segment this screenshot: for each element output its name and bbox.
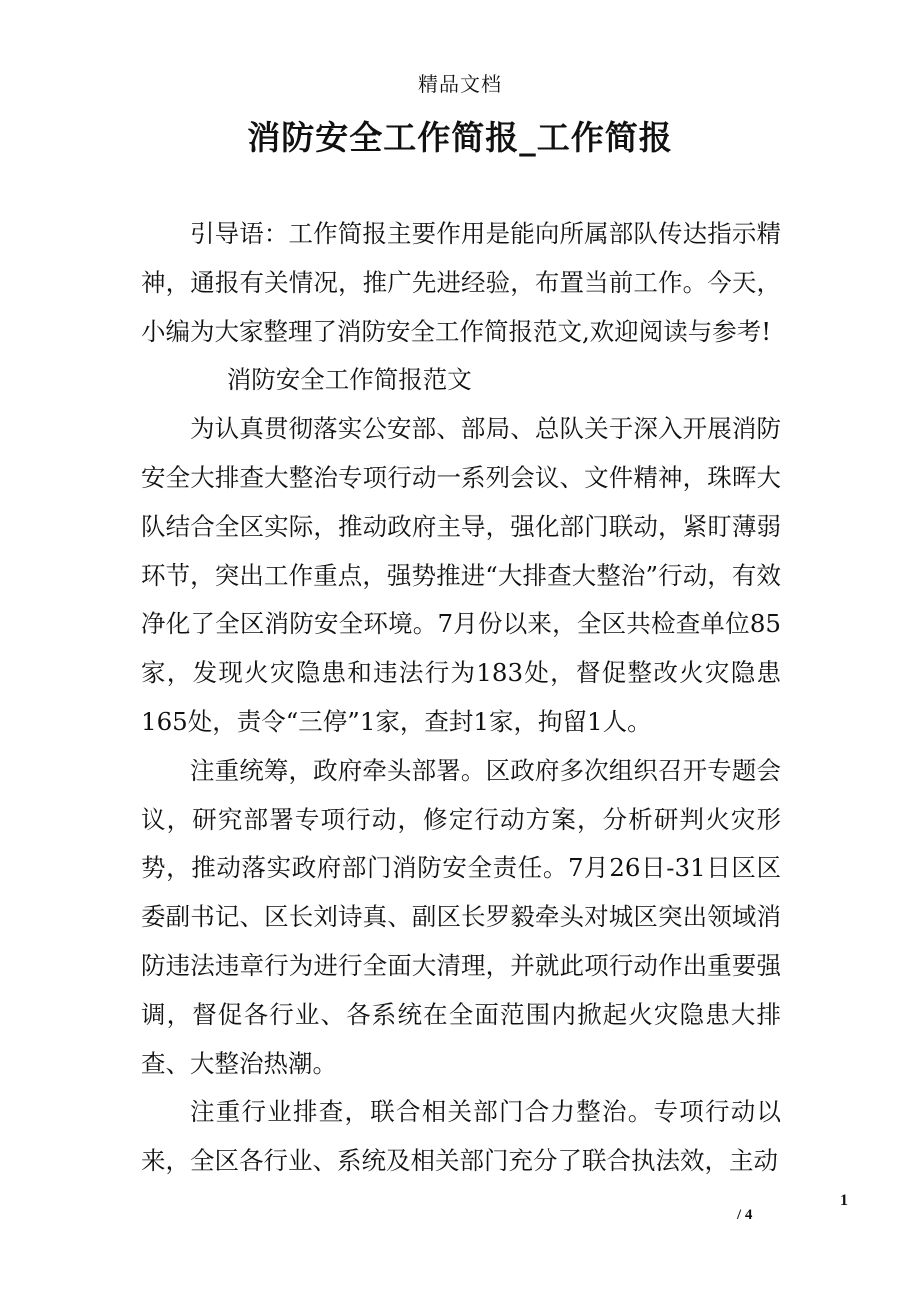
page-total: / 4 <box>737 1207 753 1223</box>
header-label: 精品文档 <box>418 72 502 96</box>
document-body <box>141 210 781 1186</box>
intro-paragraph: 引导语：工作简报主要作用是能向所属部队传达指示精神，通报有关情况，推广先进经验，布置当前工作。今天，小编为大家整理了消防安全工作简报范文,欢迎阅读与参考! <box>141 219 781 346</box>
body-paragraph: 注重统筹，政府牵头部署。区政府多次组织召开专题会议，研究部署专项行动，修定行动方案，分析研判火灾形势，推动落实政府部门消防安全责任。7月26日-31日区区委副书记、区长刘诗真、副区长罗毅牵头对城区突出领域消防违法违章行为进行全面大清理，并就此项行动作出重要强调，督促各行业、各系统在全面范围内掀起火灾隐患大排查、大整治热潮。 <box>141 755 781 1078</box>
section-subheading: 消防安全工作简报范文 <box>226 365 472 395</box>
document-title: 消防安全工作简报_工作简报 <box>247 118 673 157</box>
body-paragraph: 注重行业排查，联合相关部门合力整治。专项行动以来，全区各行业、系统及相关部门充分了联合执法效，主动 <box>141 1097 781 1176</box>
body-paragraph: 为认真贯彻落实公安部、部局、总队关于深入开展消防安全大排查大整治专项行动一系列会议、文件精神，珠晖大队结合全区实际，推动政府主导，强化部门联动，紧盯薄弱环节，突出工作重点，强势推进“大排查大整治”行动，有效净化了全区消防安全环境。7月份以来，全区共检查单位85家，发现火灾隐患和违法行为183处，督促整改火灾隐患165处，责令“三停”1家，查封1家，拘留1人。 <box>141 414 781 736</box>
page-number: 1 <box>840 1192 848 1209</box>
